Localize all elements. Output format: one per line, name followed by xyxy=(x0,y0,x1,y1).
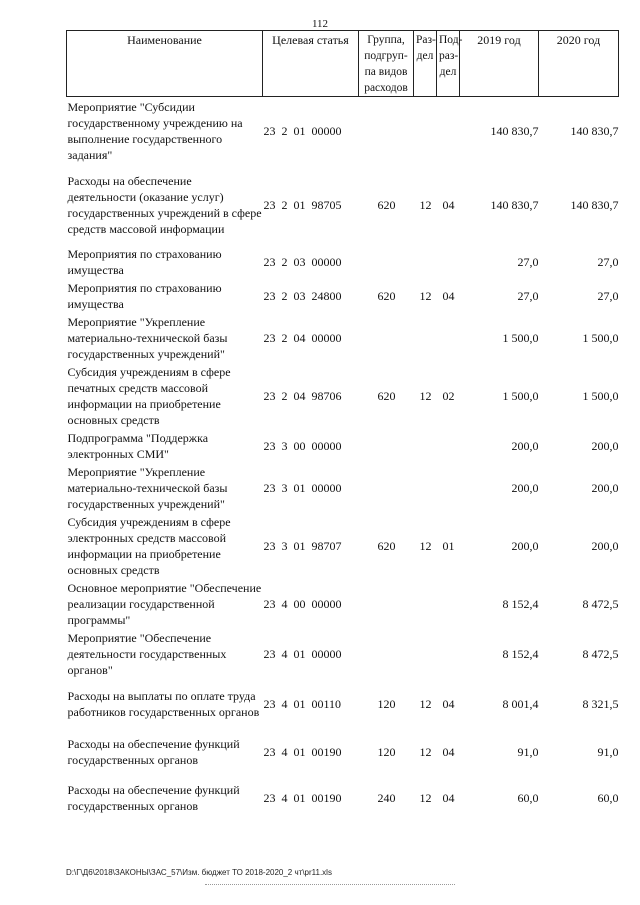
table-row xyxy=(67,313,619,363)
row-name: Основное мероприятие "Обеспечение реализации государственной программы" xyxy=(67,580,262,627)
row-amount-2019: 8 152,4 xyxy=(502,646,539,661)
table-row xyxy=(67,363,619,429)
row-podrazdel xyxy=(437,429,460,463)
row-amount-2019: 8 152,4 xyxy=(502,596,539,611)
row-amount-2020: 27,0 xyxy=(597,254,619,269)
row-razdel: 12 xyxy=(419,288,432,303)
row-amount-2019: 1 500,0 xyxy=(502,388,539,403)
row-article: 23 3 01 98707 xyxy=(263,538,342,553)
footer-file-path: D:\Г\Д6\2018\ЗАКОНЫ\ЗАС_57\Изм. бюджет ТО 2018-2020_2 чт\pr11.xls xyxy=(66,868,332,877)
row-razdel xyxy=(414,463,437,513)
row-amount-2019: 8 001,4 xyxy=(502,696,539,711)
row-article: 23 3 01 00000 xyxy=(263,480,342,495)
row-podrazdel xyxy=(437,97,460,165)
row-name: Расходы на обеспечение функций государственных органов xyxy=(67,736,240,767)
header-razdel: Раз-дел xyxy=(414,31,437,97)
row-name: Мероприятия по страхованию имущества xyxy=(67,246,222,277)
row-name: Субсидия учреждениям в сфере печатных средств массовой информации на приобретение основных средств xyxy=(67,364,231,427)
row-amount-2020: 8 472,5 xyxy=(582,596,619,611)
row-amount-2020: 140 830,7 xyxy=(570,123,619,138)
table-row xyxy=(67,279,619,313)
row-podrazdel: 04 xyxy=(442,790,455,805)
row-name: Расходы на выплаты по оплате труда работников государственных органов xyxy=(67,688,260,719)
row-amount-2019: 200,0 xyxy=(511,480,539,495)
row-amount-2020: 91,0 xyxy=(597,744,619,759)
row-group: 240 xyxy=(377,790,396,805)
table-row xyxy=(67,679,619,729)
row-group: 620 xyxy=(377,288,396,303)
row-group xyxy=(359,245,414,279)
table-row xyxy=(67,629,619,679)
row-article: 23 4 01 00190 xyxy=(263,790,342,805)
row-podrazdel xyxy=(437,463,460,513)
footer-divider xyxy=(205,884,455,885)
row-name: Расходы на обеспечение функций государственных органов xyxy=(67,782,240,813)
row-razdel: 12 xyxy=(419,790,432,805)
row-podrazdel xyxy=(437,245,460,279)
table-row xyxy=(67,775,619,821)
row-name: Мероприятие "Субсидии государственному учреждению на выполнение государственного задания" xyxy=(67,99,243,162)
row-name: Расходы на обеспечение деятельности (оказание услуг) государственных учреждений в сфере средств массовой информации xyxy=(67,173,262,236)
header-article: Целевая статья xyxy=(263,31,359,97)
row-amount-2019: 91,0 xyxy=(517,744,539,759)
row-podrazdel: 01 xyxy=(442,538,455,553)
row-article: 23 2 03 24800 xyxy=(263,288,342,303)
table-row xyxy=(67,429,619,463)
row-razdel xyxy=(414,429,437,463)
row-group: 120 xyxy=(377,696,396,711)
table-row xyxy=(67,245,619,279)
row-article: 23 4 01 00190 xyxy=(263,744,342,759)
table-row xyxy=(67,513,619,579)
header-podrazdel: Под-раз-дел xyxy=(437,31,460,97)
row-article: 23 2 04 98706 xyxy=(263,388,342,403)
row-amount-2019: 60,0 xyxy=(517,790,539,805)
header-group: Группа, подгруп-па видов расходов xyxy=(359,31,414,97)
row-razdel: 12 xyxy=(419,197,432,212)
row-amount-2020: 8 472,5 xyxy=(582,646,619,661)
row-podrazdel: 04 xyxy=(442,744,455,759)
row-name: Мероприятие "Укрепление материально-технической базы государственных учреждений" xyxy=(67,314,228,361)
row-podrazdel: 04 xyxy=(442,696,455,711)
row-podrazdel xyxy=(437,313,460,363)
row-razdel xyxy=(414,97,437,165)
row-amount-2020: 60,0 xyxy=(597,790,619,805)
row-article: 23 3 00 00000 xyxy=(263,438,342,453)
table-row xyxy=(67,579,619,629)
row-name: Подпрограмма "Поддержка электронных СМИ" xyxy=(67,430,209,461)
row-razdel: 12 xyxy=(419,388,432,403)
table-row xyxy=(67,165,619,245)
row-article: 23 2 01 00000 xyxy=(263,123,342,138)
row-razdel xyxy=(414,579,437,629)
row-amount-2020: 140 830,7 xyxy=(570,197,619,212)
row-group xyxy=(359,429,414,463)
row-amount-2020: 200,0 xyxy=(591,480,619,495)
row-amount-2020: 27,0 xyxy=(597,288,619,303)
row-amount-2020: 1 500,0 xyxy=(582,388,619,403)
row-article: 23 4 00 00000 xyxy=(263,596,342,611)
row-amount-2019: 140 830,7 xyxy=(490,123,539,138)
row-podrazdel: 02 xyxy=(442,388,455,403)
row-razdel: 12 xyxy=(419,538,432,553)
row-article: 23 4 01 00110 xyxy=(263,696,342,711)
row-group: 620 xyxy=(377,538,396,553)
table-body xyxy=(67,97,619,821)
row-razdel xyxy=(414,313,437,363)
row-name: Субсидия учреждениям в сфере электронных средств массовой информации на приобретение основных средств xyxy=(67,514,231,577)
table-row xyxy=(67,729,619,775)
row-razdel: 12 xyxy=(419,744,432,759)
row-group xyxy=(359,463,414,513)
budget-table xyxy=(66,30,619,821)
row-article: 23 2 01 98705 xyxy=(263,197,342,212)
row-amount-2019: 140 830,7 xyxy=(490,197,539,212)
row-group xyxy=(359,313,414,363)
table-row xyxy=(67,97,619,165)
row-group: 620 xyxy=(377,197,396,212)
header-year-2019: 2019 год xyxy=(460,31,539,97)
row-razdel: 12 xyxy=(419,696,432,711)
row-amount-2019: 27,0 xyxy=(517,254,539,269)
row-amount-2020: 8 321,5 xyxy=(582,696,619,711)
row-name: Мероприятие "Укрепление материально-технической базы государственных учреждений" xyxy=(67,464,228,511)
row-amount-2019: 200,0 xyxy=(511,538,539,553)
row-amount-2020: 1 500,0 xyxy=(582,330,619,345)
row-razdel xyxy=(414,245,437,279)
row-group: 120 xyxy=(377,744,396,759)
row-podrazdel: 04 xyxy=(442,288,455,303)
row-podrazdel xyxy=(437,579,460,629)
table-header-row xyxy=(67,31,619,97)
row-name: Мероприятие "Обеспечение деятельности государственных органов" xyxy=(67,630,227,677)
row-article: 23 2 04 00000 xyxy=(263,330,342,345)
row-group: 620 xyxy=(377,388,396,403)
table-row xyxy=(67,463,619,513)
row-amount-2019: 27,0 xyxy=(517,288,539,303)
row-podrazdel: 04 xyxy=(442,197,455,212)
row-amount-2020: 200,0 xyxy=(591,538,619,553)
row-podrazdel xyxy=(437,629,460,679)
header-year-2020: 2020 год xyxy=(539,31,619,97)
row-amount-2019: 200,0 xyxy=(511,438,539,453)
row-razdel xyxy=(414,629,437,679)
row-article: 23 2 03 00000 xyxy=(263,254,342,269)
row-amount-2020: 200,0 xyxy=(591,438,619,453)
header-name: Наименование xyxy=(67,31,263,97)
row-group xyxy=(359,579,414,629)
row-name: Мероприятия по страхованию имущества xyxy=(67,280,222,311)
page-number: 112 xyxy=(311,18,329,30)
row-group xyxy=(359,97,414,165)
row-amount-2019: 1 500,0 xyxy=(502,330,539,345)
row-group xyxy=(359,629,414,679)
row-article: 23 4 01 00000 xyxy=(263,646,342,661)
